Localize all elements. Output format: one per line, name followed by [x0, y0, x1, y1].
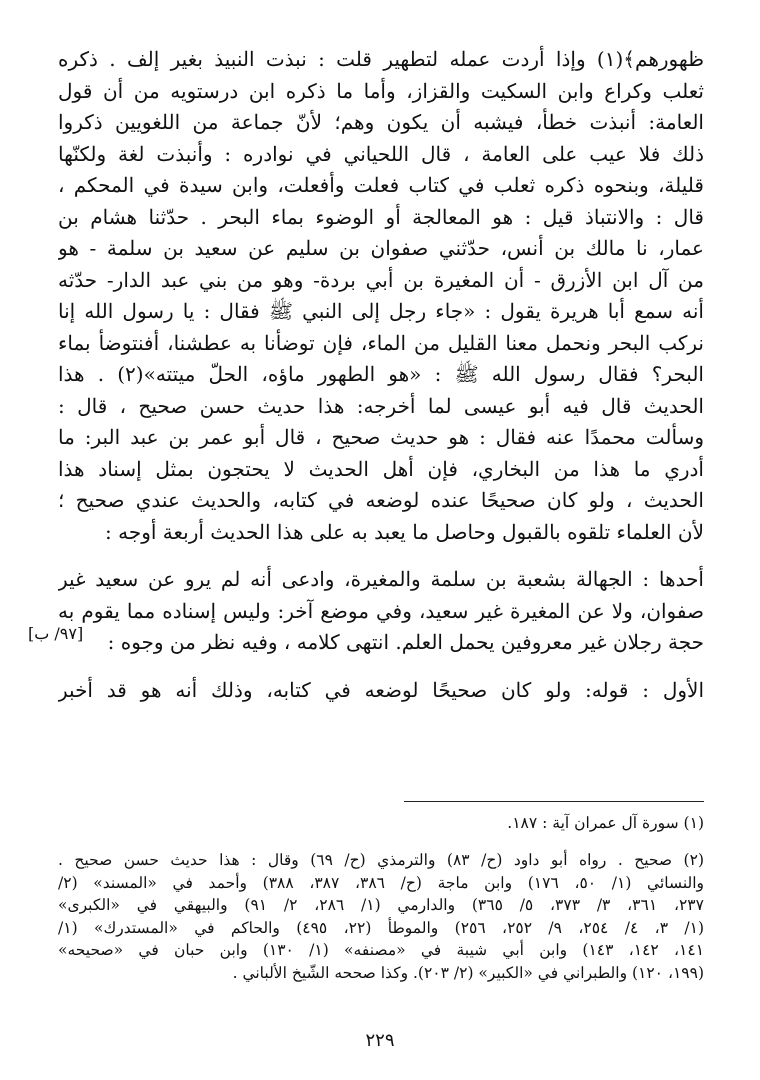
- text-line: صفوان، ولا عن المغيرة غير سعيد، وفي موضع آخر: وليس إسناده مما يقوم به: [58, 598, 704, 623]
- footnote-line: ٢٣٧، ٣٦١، ٣/ ٣٧٣، ٥/ ٣٦٥) والدارمي (١/ ٢٨٦، ٢/ ٩١) والبيهقي في «الكبرى»: [58, 896, 704, 914]
- footnote-divider: [404, 801, 704, 802]
- text-line: أحدها : الجهالة بشعبة بن سلمة والمغيرة، وادعى أنه لم يرو عن سعيد غير: [58, 567, 704, 591]
- footnote-line: (٢) صحيح . رواه أبو داود (ح/ ٨٣) والترمذي (ح/ ٦٩) وقال : هذا حديث حسن صحيح .: [58, 851, 704, 869]
- footnote-line: (١٩٩، ١٢٠) والطبراني في «الكبير» (٢/ ٢٠٣). وكذا صححه الشّيخ الألباني .: [232, 963, 704, 982]
- text-line: العامة: أنبذت خطأ، فيشبه أن يكون وهم؛ لأنّ جماعة من اللغويين ذكروا: [58, 110, 704, 134]
- margin-note: [٩٧/ ب]: [28, 624, 84, 643]
- footnote-line: والنسائي (١/ ٥٠، ١٧٦) وابن ماجة (ح/ ٣٨٦، ٣٨٧، ٣٨٨) وأحمد في «المسند» (٢/: [58, 873, 704, 892]
- text-line: حجة رجلان غير معروفين يحمل العلم. انتهى كلامه ، وفيه نظر من وجوه :: [107, 630, 704, 654]
- text-line: ثعلب وكراع وابن السكيت والقزاز، وأما ما ذكره ابن درستويه من أن قول: [58, 78, 704, 103]
- text-line: أدري ما هذا من البخاري، فإن أهل الحديث لا يحتجون بمثل إسناد هذا: [58, 456, 704, 481]
- text-line: من آل ابن الأزرق - أن المغيرة بن أبي بردة- وهو من بني عبد الدار- حدّثه: [58, 267, 704, 292]
- text-line: عمار، نا مالك بن أنس، حدّثني صفوان بن سليم عن سعيد بن سلمة - هو: [58, 236, 704, 260]
- text-line: لأن العلماء تلقوه بالقبول وحاصل ما يعبد به على هذا الحديث أربعة أوجه :: [105, 519, 704, 544]
- text-line: قليلة، وبنحوه ذكره ثعلب في كتاب فعلت وأفعلت، وابن سيدة في المحكم ،: [58, 173, 704, 197]
- footnote-line: (١/ ٣، ٤/ ٢٥٤، ٩/ ٢٥٢، ٢٥٦) والموطأ (٢٢، ٤٩٥) والحاكم في «المستدرك» (١/: [58, 918, 704, 937]
- text-line: الحديث ، ولو كان صحيحًا عنده لوضعه في كتابه، والحديث عندي صحيح ؛: [58, 488, 704, 512]
- footnote-2: [58, 849, 704, 984]
- text-line: وسألت محمدًا عنه فقال : هو حديث صحيح ، قال أبو عمر بن عبد البر: ما: [58, 425, 704, 449]
- text-line: أنه سمع أبا هريرة يقول : «جاء رجل إلى النبي ﷺ فقال : يا رسول الله إنا: [58, 299, 704, 323]
- main-text: [58, 44, 704, 706]
- text-line: البحر؟ فقال رسول الله ﷺ : «هو الطهور ماؤه، الحلّ ميتته»(٢) . هذا: [58, 362, 704, 386]
- footnote-line: (١) سورة آل عمران آية : ١٨٧.: [507, 814, 704, 832]
- text-line: الأول : قوله: ولو كان صحيحًا لوضعه في كتابه، وذلك أنه هو قد أخبر: [58, 677, 704, 702]
- page-number: ٢٢٩: [365, 1030, 395, 1051]
- footnote-line: ١٤١، ١٤٢، ١٤٣) وابن أبي شيبة في «مصنفه» (١/ ١٣٠) وابن حبان في «صحيحه»: [58, 941, 704, 959]
- footnote-1: [58, 812, 704, 835]
- text-line: ذلك فلا عيب على العامة ، قال اللحياني في نوادره : وأنبذت لغة ولكنّها: [58, 141, 704, 166]
- text-line: نركب البحر ونحمل معنا القليل من الماء، فإن توضأنا به عطشنا، أفنتوضأ بماء: [58, 330, 704, 355]
- text-line: الحديث قال فيه أبو عيسى لما أخرجه: هذا حديث حسن صحيح ، قال :: [58, 393, 704, 418]
- text-line: قال : والانتباذ قيل : هو المعالجة أو الوضوء بماء البحر . حدّثنا هشام بن: [58, 204, 704, 229]
- text-line: ظهورهم﴾(١) وإذا أردت عمله لتطهير قلت : نبذت النبيذ بغير إلف . ذكره: [58, 47, 704, 71]
